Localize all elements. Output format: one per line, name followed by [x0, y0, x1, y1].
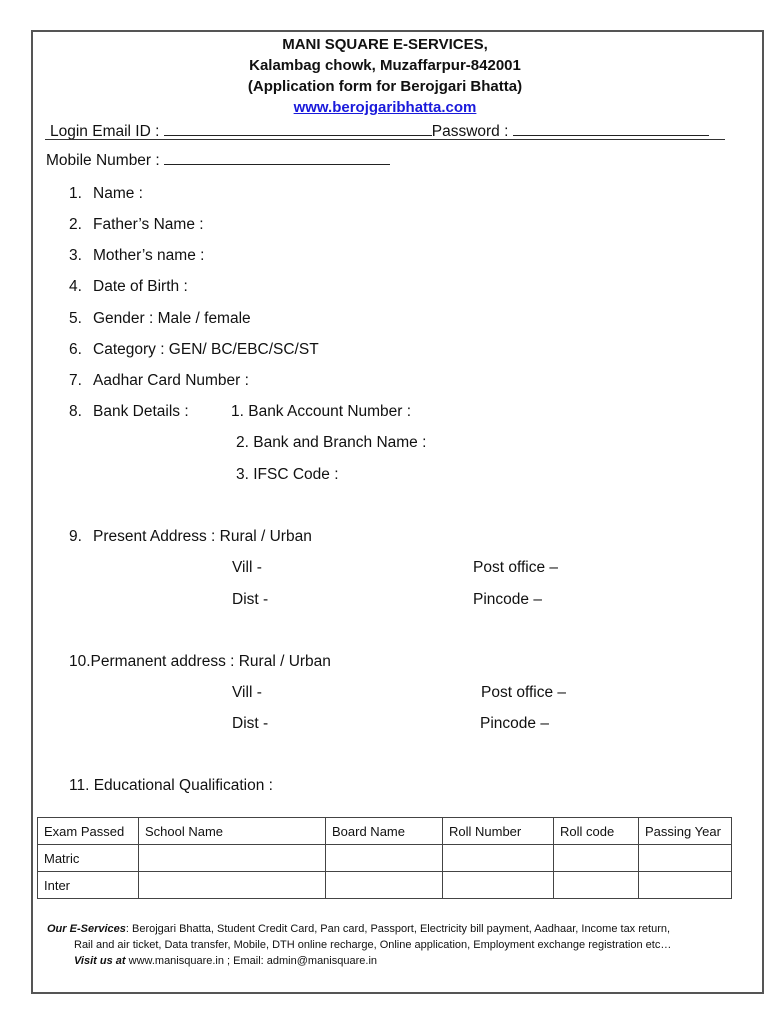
- table-cell[interactable]: [554, 845, 639, 872]
- org-name: MANI SQUARE E-SERVICES,: [282, 36, 488, 53]
- col-roll-number: Roll Number: [443, 818, 554, 845]
- table-cell[interactable]: [443, 845, 554, 872]
- field-education: 11. Educational Qualification :: [69, 777, 273, 794]
- field-category: 6. Category : GEN/ BC/EBC/SC/ST: [69, 341, 319, 358]
- table-row: [38, 872, 732, 899]
- footer: [47, 921, 737, 969]
- permanent-post-office: Post office –: [481, 684, 567, 701]
- row-exam: Inter: [38, 872, 139, 899]
- divider: [45, 139, 725, 140]
- field-permanent-address: 10.Permanent address : Rural / Urban: [69, 653, 331, 670]
- col-exam-passed: Exam Passed: [38, 818, 139, 845]
- field-gender: 5. Gender : Male / female: [69, 310, 251, 327]
- present-pincode: Pincode –: [473, 591, 542, 608]
- mobile-row: [46, 150, 390, 170]
- services-text: : Berojgari Bhatta, Student Credit Card, Pan card, Passport, Electricity bill payment, Aadhaar, Income tax return,: [125, 923, 671, 935]
- table-cell[interactable]: [326, 872, 443, 899]
- col-roll-code: Roll code: [554, 818, 639, 845]
- field-father-name: 2. Father’s Name :: [69, 216, 204, 233]
- col-school-name: School Name: [139, 818, 326, 845]
- table-cell[interactable]: [443, 872, 554, 899]
- row-exam: Matric: [38, 845, 139, 872]
- table-cell[interactable]: [139, 845, 326, 872]
- mobile-label: Mobile Number :: [46, 152, 160, 169]
- col-passing-year: Passing Year: [639, 818, 732, 845]
- permanent-dist: Dist -: [232, 715, 269, 732]
- services-label: Our E-Services: [47, 923, 126, 935]
- field-bank-details: 8. Bank Details :: [69, 403, 189, 420]
- permanent-vill: Vill -: [232, 684, 262, 701]
- table-row: [38, 845, 732, 872]
- present-post-office: Post office –: [473, 559, 559, 576]
- email-field[interactable]: [164, 121, 432, 136]
- field-bank-account: 1. Bank Account Number :: [231, 403, 412, 420]
- table-cell[interactable]: [554, 872, 639, 899]
- field-ifsc: 3. IFSC Code :: [236, 466, 339, 483]
- visit-text: www.manisquare.in ; Email: admin@manisquare.in: [125, 955, 377, 967]
- field-name: 1. Name :: [69, 185, 143, 202]
- website-link[interactable]: www.berojgaribhatta.com: [293, 99, 477, 116]
- field-mother-name: 3. Mother’s name :: [69, 247, 205, 264]
- permanent-pincode: Pincode –: [480, 715, 549, 732]
- present-dist: Dist -: [232, 591, 269, 608]
- visit-label: Visit us at: [74, 955, 126, 967]
- table-cell[interactable]: [639, 845, 732, 872]
- table-cell[interactable]: [139, 872, 326, 899]
- form-title: (Application form for Berojgari Bhatta): [247, 78, 523, 95]
- education-table: [37, 817, 732, 899]
- password-field[interactable]: [513, 121, 709, 136]
- services-text-2: Rail and air ticket, Data transfer, Mobile, DTH online recharge, Online application, Employment exchange registration etc…: [74, 939, 672, 951]
- table-header-row: [38, 818, 732, 845]
- field-bank-branch: 2. Bank and Branch Name :: [236, 434, 427, 451]
- password-label: Password :: [431, 123, 509, 140]
- mobile-field[interactable]: [164, 150, 390, 165]
- field-aadhar: 7. Aadhar Card Number :: [69, 372, 249, 389]
- table-cell[interactable]: [639, 872, 732, 899]
- col-board-name: Board Name: [326, 818, 443, 845]
- field-dob: 4. Date of Birth :: [69, 278, 188, 295]
- login-row: [50, 121, 709, 141]
- email-label: Login Email ID :: [50, 123, 160, 140]
- field-present-address: 9. Present Address : Rural / Urban: [69, 528, 312, 545]
- org-address: Kalambag chowk, Muzaffarpur-842001: [249, 57, 521, 74]
- present-vill: Vill -: [232, 559, 262, 576]
- table-cell[interactable]: [326, 845, 443, 872]
